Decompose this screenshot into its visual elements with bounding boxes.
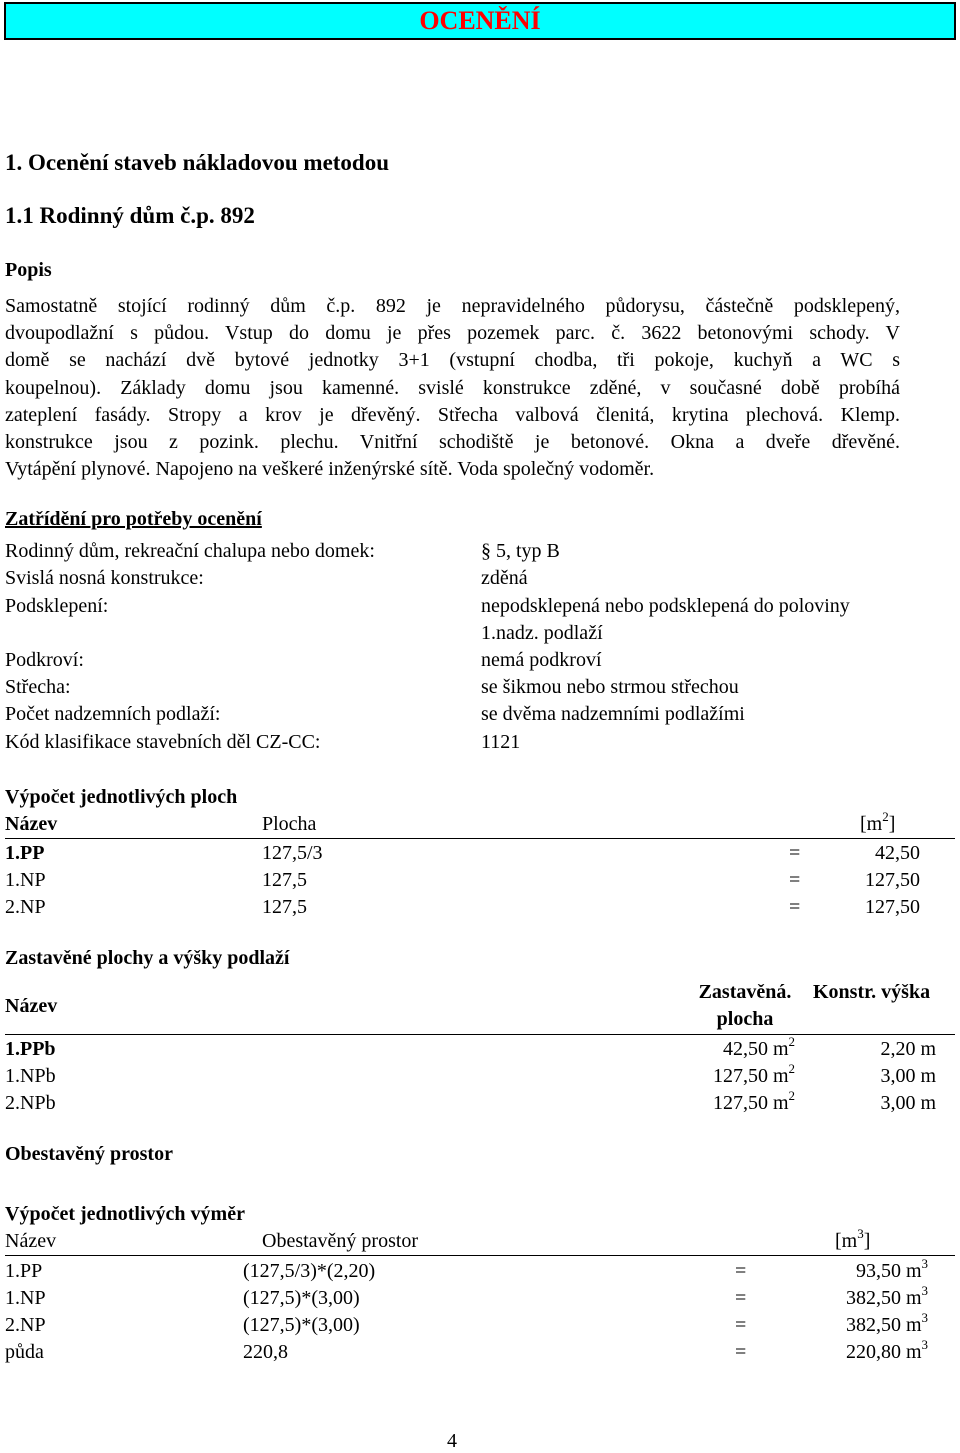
classification-label: Počet nadzemních podlaží: [5,703,221,725]
volumes-row-expr: (127,5/3)*(2,20) [243,1260,376,1282]
built-row-height: 3,00 m [880,1065,936,1087]
popis-line: dvoupodlažní s půdou. Vstup do domu je přes pozemek parc. č. 3622 betonovými schody. V [5,322,900,345]
page-title: OCENĚNÍ [4,2,956,40]
volumes-row-eq: = [735,1341,747,1363]
built-row-name: 2.NPb [5,1092,56,1114]
areas-col-name: Název [5,813,58,835]
classification-value: 1.nadz. podlaží [481,622,603,644]
volumes-row-result: 93,50 $m^3$ [855,1256,928,1282]
built-col-name: Název [5,995,58,1017]
popis-heading: Popis [5,259,52,281]
volumes-row-result: 382,50 $m^3$ [845,1310,928,1336]
volumes-row-name: 2.NP [5,1314,46,1336]
volumes-col-volume: Obestavěný prostor [262,1230,419,1252]
built-col-area-2: plocha [716,1008,774,1030]
areas-divider [5,838,955,839]
built-row-area: 127,50 $m^2$ [712,1088,795,1114]
volumes-col-unit: $[m^3]$ [835,1226,871,1252]
classification-value: se dvěma nadzemními podlažími [481,703,745,725]
volume-section-heading: Obestavěný prostor [5,1143,173,1165]
areas-row-eq: = [789,896,801,918]
volumes-row-eq: = [735,1314,747,1336]
areas-row-result: 127,50 [865,869,920,891]
classification-value: nemá podkroví [481,649,602,671]
areas-row-eq: = [789,842,801,864]
page-number: 4 [447,1430,457,1452]
classification-label: Svislá nosná konstrukce: [5,567,204,589]
areas-col-area: Plocha [262,813,317,835]
areas-row-expr: 127,5/3 [262,842,323,864]
volumes-row-expr: (127,5)*(3,00) [243,1287,360,1309]
volumes-row-name: 1.PP [5,1260,43,1282]
built-col-area-1: Zastavěná. [698,981,792,1003]
volumes-row-name: 1.NP [5,1287,46,1309]
built-row-height: 2,20 m [880,1038,936,1060]
volumes-row-result: 382,50 $m^3$ [845,1283,928,1309]
volumes-row-name: půda [5,1341,44,1363]
volumes-row-expr: (127,5)*(3,00) [243,1314,360,1336]
section-heading-1: 1. Ocenění staveb nákladovou metodou [5,150,390,175]
volumes-heading: Výpočet jednotlivých výměr [5,1203,245,1225]
classification-value: § 5, typ B [481,540,560,562]
built-col-height: Konstr. výška [813,981,931,1003]
built-row-name: 1.NPb [5,1065,56,1087]
volumes-row-eq: = [735,1260,747,1282]
classification-value: se šikmou nebo strmou střechou [481,676,739,698]
areas-row-name: 1.NP [5,869,46,891]
classification-value: nepodsklepená nebo podsklepená do poloviny [481,595,850,617]
built-row-area: 42,50 $m^2$ [722,1034,795,1060]
classification-label: Kód klasifikace stavebních děl CZ-CC: [5,731,321,753]
classification-label: Rodinný dům, rekreační chalupa nebo domek: [5,540,375,562]
volumes-row-eq: = [735,1287,747,1309]
built-row-name: 1.PPb [5,1038,56,1060]
areas-row-result: 127,50 [865,896,920,918]
areas-row-expr: 127,5 [262,896,307,918]
areas-row-eq: = [789,869,801,891]
popis-line: domě se nachází dvě bytové jednotky 3+1 (vstupní chodba, tři pokoje, kuchyň a WC s [5,349,900,372]
areas-row-name: 2.NP [5,896,46,918]
volumes-divider [5,1255,955,1256]
section-heading-1-1: 1.1 Rodinný dům č.p. 892 [5,203,255,228]
classification-label: Podkroví: [5,649,84,671]
classification-heading: Zatřídění pro potřeby ocenění [5,508,262,530]
volumes-col-name: Název [5,1230,57,1252]
popis-line: Vytápění plynové. Napojeno na veškeré inženýrské sítě. Voda společný vodoměr. [5,458,655,481]
areas-heading: Výpočet jednotlivých ploch [5,786,238,808]
areas-col-unit: $[m^2]$ [860,809,896,835]
popis-line: koupelnou). Základy domu jsou kamenné. svislé konstrukce zděné, v současné době probíhá [5,376,900,399]
popis-line: konstrukce jsou z pozink. plechu. Vnitřní schodiště je betonové. Okna a dveře dřevěné. [5,431,900,454]
built-divider [5,1034,955,1035]
classification-label: Střecha: [5,676,71,698]
built-row-height: 3,00 m [880,1092,936,1114]
built-heading: Zastavěné plochy a výšky podlaží [5,947,290,969]
areas-row-expr: 127,5 [262,869,307,891]
volumes-row-expr: 220,8 [243,1341,288,1363]
classification-value: zděná [481,567,528,589]
classification-label: Podsklepení: [5,595,109,617]
popis-line: zateplení fasády. Stropy a krov je dřevěný. Střecha valbová členitá, krytina plechová. Klemp. [5,403,900,426]
classification-value: 1121 [481,731,521,753]
popis-line: Samostatně stojící rodinný dům č.p. 892 je nepravidelného půdorysu, částečně podsklepený, [5,295,900,317]
areas-row-result: 42,50 [875,842,920,864]
popis-paragraph [5,293,900,483]
volumes-row-result: 220,80 $m^3$ [845,1337,928,1363]
areas-row-name: 1.PP [5,842,45,864]
built-row-area: 127,50 $m^2$ [712,1061,795,1087]
